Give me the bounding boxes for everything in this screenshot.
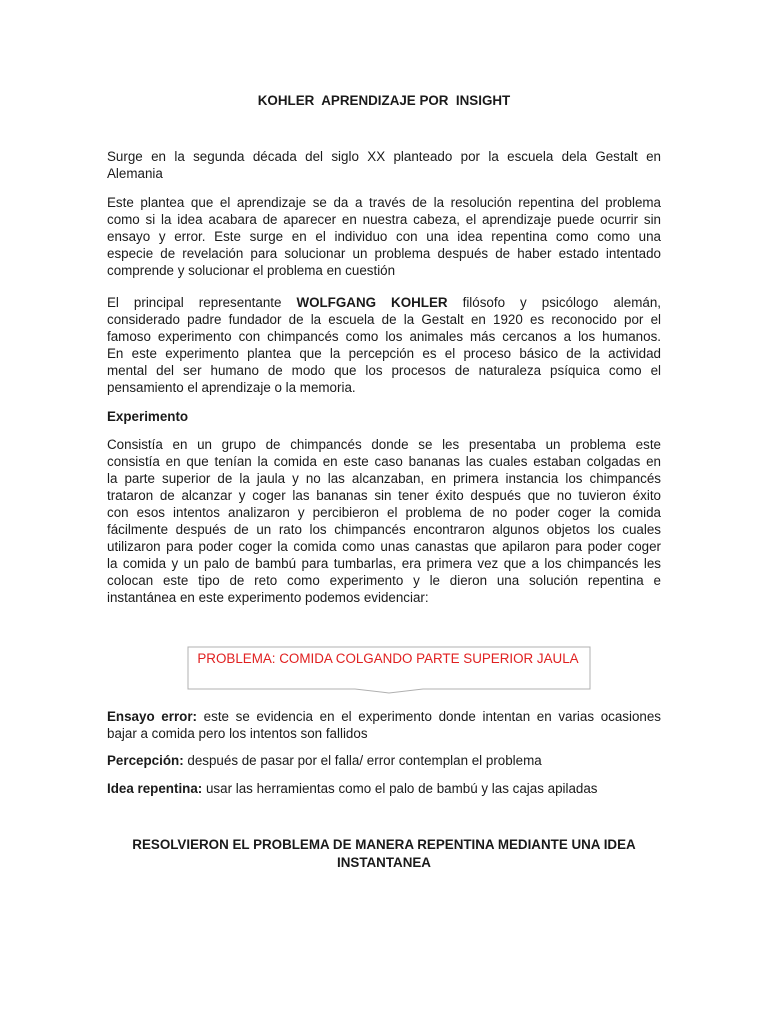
conclusion-line-2: INSTANTANEA [337,855,431,870]
conclusion [107,836,661,872]
experiment-line: consistía en que tenían la comida en este caso bananas las cuales estaban colgadas en [107,454,661,469]
representative-line: mental del ser humano de modo que los procesos de naturaleza psíquica como el [107,363,661,378]
representative-paragraph [107,294,661,396]
representative-line: considerado padre fundador de la escuela de la Gestalt en 1920 es reconocido por el [107,312,661,327]
idea-term: Idea repentina: [107,781,203,796]
definition-line: ensayo y error. Este surge en el individuo con una idea repentina como como una [107,229,661,244]
ensayo-line-1 [107,708,661,725]
definition-paragraph [107,194,661,279]
experiment-paragraph [107,436,661,606]
definition-line: especie de revelación para solucionar un problema después de haber estado intentado [107,246,661,261]
experiment-line: Consistía en un grupo de chimpancés donde se les presentaba un problema este [107,437,661,452]
idea-repentina-item [107,780,661,797]
representative-line: famoso experimento con chimpancés como los animales más cercanos a los humanos. [107,329,661,344]
callout-text: PROBLEMA: COMIDA COLGANDO PARTE SUPERIOR JAULA [197,651,579,666]
experiment-line: con esos intentos analizaron y percibieron el problema de no poder coger la comida [107,505,661,520]
representative-line: pensamiento el aprendizaje o la memoria. [107,380,356,395]
experiment-line: la comida y un palo de bambú para tumbarlas, era primera vez que a los chimpancés les [107,556,661,571]
wolfgang-kohler-name: WOLFGANG KOHLER [296,295,448,310]
experiment-line: colocan este tipo de reto como experimento y le dieron una solución repentina e [107,573,661,588]
document-title: KOHLER APRENDIZAJE POR INSIGHT [257,93,511,108]
experiment-heading: Experimento [107,409,189,424]
ensayo-error-item [107,708,661,742]
ensayo-term: Ensayo error: [107,709,198,724]
experiment-line: trataron de alcanzar y coger las bananas sin tener éxito después que no tuvieron éxito [107,488,661,503]
intro-line-2: Alemania [107,166,163,181]
ensayo-text: este se evidencia en el experimento donde intentan en varias ocasiones [203,709,661,724]
definition-line: Este plantea que el aprendizaje se da a través de la resolución repentina del problema [107,195,661,210]
ensayo-line-2: bajar a comida pero los intentos son fallidos [107,726,368,741]
conclusion-line-1: RESOLVIERON EL PROBLEMA DE MANERA REPENTINA MEDIANTE UNA IDEA [132,837,636,852]
representative-pre: El principal representante [107,295,282,310]
experiment-line: instantánea en este experimento podemos evidenciar: [107,590,429,605]
representative-post: filósofo y psicólogo alemán, [462,295,661,310]
representative-line-1 [107,294,661,311]
definition-line: comprende y solucionar el problema en cuestión [107,263,396,278]
intro-paragraph [107,148,661,182]
percepcion-term: Percepción: [107,753,184,768]
experiment-line: utilizaron para poder coger la comida como unas canastas que apilaron para poder coger [107,539,661,554]
intro-line-1: Surge en la segunda década del siglo XX planteado por la escuela dela Gestalt en [107,149,661,164]
problem-callout [187,646,589,690]
percepcion-item [107,752,661,769]
experiment-line: la parte superior de la jaula y no las alcanzaban, en primera instancia los chimpancés [107,471,661,486]
percepcion-text: después de pasar por el falla/ error contemplan el problema [187,753,542,768]
definition-line: como si la idea acabara de aparecer en nuestra cabeza, el aprendizaje puede ocurrir sin [107,212,661,227]
idea-text: usar las herramientas como el palo de bambú y las cajas apiladas [205,781,598,796]
representative-line: En este experimento plantea que la percepción es el proceso básico de la actividad [107,346,661,361]
experiment-line: fácilmente después de un rato los chimpancés encontraron algunos objetos los cuales [107,522,661,537]
